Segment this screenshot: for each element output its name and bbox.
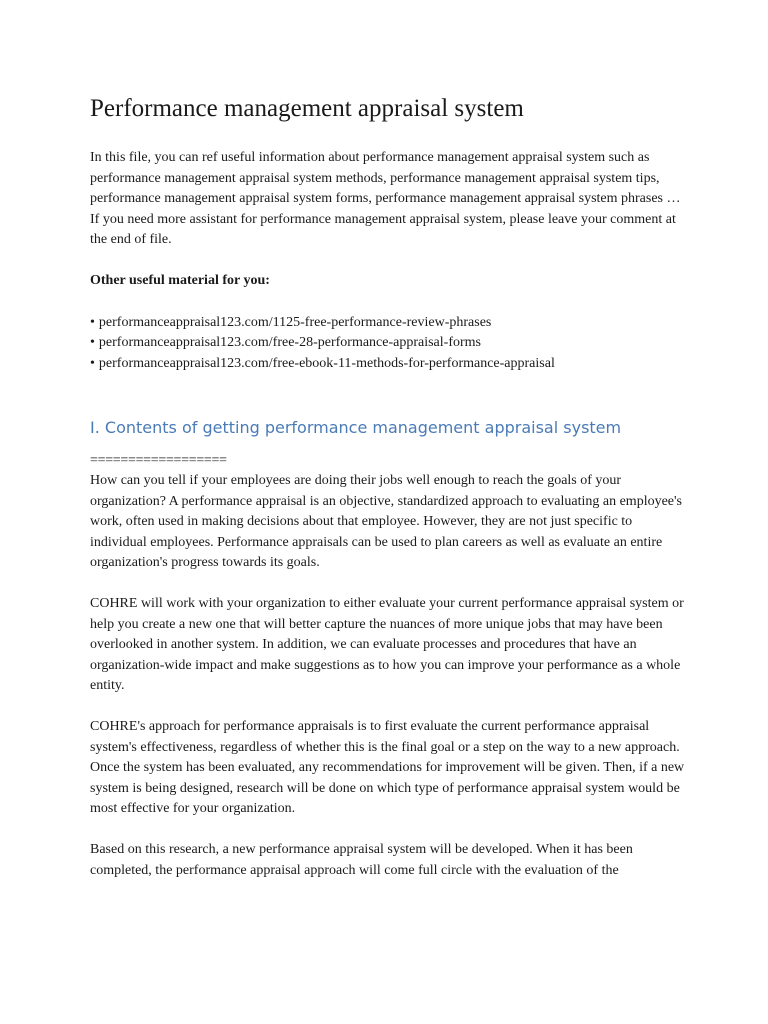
useful-link[interactable]: performanceappraisal123.com/1125-free-performance-review-phrases <box>98 314 492 330</box>
list-item <box>90 354 690 375</box>
intro-paragraph: In this file, you can ref useful information about performance management appraisal system such as performance management appraisal system methods, performance management appraisal system tips, performance management appraisal system forms, performance management appraisal system phrases … If you need more assistant for performance management appraisal system, please leave your comment at the end of file. <box>90 150 681 247</box>
bullet-icon: • <box>90 314 95 330</box>
document-title: Performance management appraisal system <box>90 95 524 122</box>
useful-material-heading: Other useful material for you: <box>90 272 270 288</box>
body-paragraph: COHRE will work with your organization to either evaluate your current performance appraisal system or help you create a new one that will better capture the nuances of more unique jobs that may have been overlooked in another system. In addition, we can evaluate processes and procedures that have an organization-wide impact and make suggestions as to how you can improve your performance as a whole entity. <box>90 596 684 693</box>
document-page <box>90 93 690 902</box>
body-paragraph: How can you tell if your employees are doing their jobs well enough to reach the goals of your organization? A performance appraisal is an objective, standardized approach to evaluating an employee's work, often used in making decisions about that employee. However, they are not just specific to individual employees. Performance appraisals can be used to plan careers as well as evaluate an entire organization's progress towards its goals. <box>90 473 682 570</box>
bullet-icon: • <box>90 335 95 350</box>
separator-line: ================== <box>90 453 227 468</box>
bullet-icon: • <box>90 355 95 371</box>
list-item <box>90 313 690 334</box>
useful-link[interactable]: performanceappraisal123.com/free-28-performance-appraisal-forms <box>98 335 481 350</box>
useful-link[interactable]: performanceappraisal123.com/free-ebook-11-methods-for-performance-appraisal <box>98 355 555 371</box>
body-paragraph: Based on this research, a new performance appraisal system will be developed. When it has been completed, the performance appraisal approach will come full circle with the evaluation of the <box>90 842 633 878</box>
list-item <box>90 333 690 354</box>
useful-links-list <box>90 313 690 375</box>
section-heading: I. Contents of getting performance management appraisal system <box>90 418 622 437</box>
body-paragraph: COHRE's approach for performance appraisals is to first evaluate the current performance appraisal system's effectiveness, regardless of whether this is the final goal or a step on the way to a new approach. Once the system has been evaluated, any recommendations for improvement will be given. Then, if a new system is being designed, research will be done on which type of performance appraisal system would be most effective for your organization. <box>90 719 685 816</box>
